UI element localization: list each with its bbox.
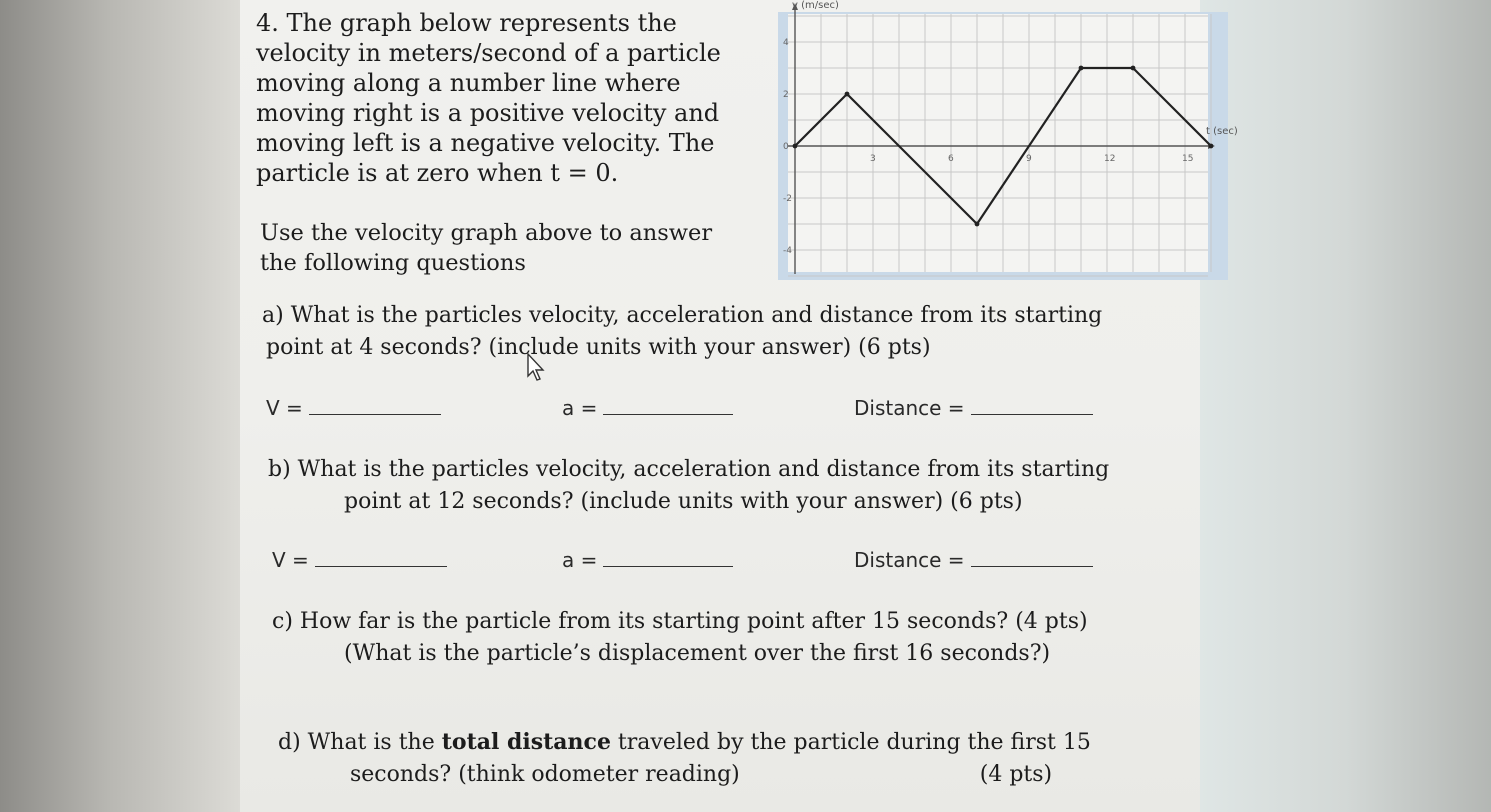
x-axis-label: t (sec) — [1206, 126, 1238, 137]
part-d-line-2 — [278, 759, 1091, 791]
part-b-acceleration-answer — [562, 548, 733, 572]
part-a-distance-answer — [854, 396, 1093, 420]
part-a-velocity-blank[interactable] — [309, 414, 441, 415]
y-tick-label: -4 — [783, 246, 792, 256]
part-a-distance-blank[interactable] — [971, 414, 1093, 415]
graph-plot-area — [788, 14, 1208, 272]
part-d-line-2-text: seconds? (think odometer reading) — [350, 762, 740, 787]
part-a-line-1: a) What is the particles velocity, acceleration and distance from its starting — [262, 303, 1103, 328]
question-line-6: particle is at zero when t = 0. — [256, 159, 619, 187]
velocity-point — [1079, 66, 1084, 71]
x-tick-label: 15 — [1182, 154, 1194, 164]
question-number: 4. — [256, 9, 279, 37]
y-tick-label: 4 — [783, 38, 789, 48]
question-line-2: velocity in meters/second of a particle — [256, 39, 721, 67]
part-b-distance-label: Distance = — [854, 548, 965, 572]
part-d-line-1-post: traveled by the particle during the first 15 — [610, 730, 1091, 755]
question-prompt — [256, 8, 721, 188]
part-b-velocity-answer — [272, 548, 447, 572]
part-b-distance-blank[interactable] — [971, 566, 1093, 567]
velocity-point — [793, 144, 798, 149]
velocity-point — [845, 92, 850, 97]
question-line-5: moving left is a negative velocity. The — [256, 129, 715, 157]
part-a-acceleration-answer — [562, 396, 733, 420]
part-a-acceleration-label: a = — [562, 396, 598, 420]
part-b-line-1: b) What is the particles velocity, acceleration and distance from its starting — [268, 457, 1110, 482]
part-d-question — [278, 726, 1091, 791]
part-a-distance-label: Distance = — [854, 396, 965, 420]
velocity-point — [1131, 66, 1136, 71]
x-tick-label: 12 — [1104, 154, 1116, 164]
mouse-cursor-icon — [526, 352, 548, 382]
part-a-acceleration-blank[interactable] — [603, 414, 733, 415]
part-b-velocity-label: V = — [272, 548, 309, 572]
instruction-line-2: the following questions — [260, 250, 526, 276]
part-c-line-1: c) How far is the particle from its starting point after 15 seconds? (4 pts) — [272, 609, 1088, 634]
part-d-bold-phrase: total distance — [441, 729, 611, 755]
question-line-3: moving along a number line where — [256, 69, 681, 97]
velocity-graph-svg — [760, 0, 1238, 282]
part-b-acceleration-blank[interactable] — [603, 566, 733, 567]
part-a-line-2: point at 4 seconds? (include units with your answer) (6 pts) — [266, 335, 931, 360]
x-tick-label: 3 — [870, 154, 876, 164]
instruction-line-1: Use the velocity graph above to answer — [260, 220, 713, 246]
part-c-question — [272, 606, 1088, 670]
instruction-text — [260, 218, 712, 278]
y-tick-label: 2 — [783, 90, 789, 100]
question-line-1 — [256, 8, 721, 38]
x-tick-label: 9 — [1026, 154, 1032, 164]
background-left-shadow — [0, 0, 240, 812]
part-a-velocity-answer — [266, 396, 441, 420]
velocity-graph — [760, 0, 1238, 282]
part-c-line-2: (What is the particle’s displacement over the first 16 seconds?) — [344, 641, 1051, 666]
question-line-1-text: The graph below represents the — [286, 9, 677, 37]
part-a-question — [262, 300, 1102, 364]
part-b-acceleration-label: a = — [562, 548, 598, 572]
part-b-question — [268, 454, 1109, 518]
velocity-point — [1209, 144, 1214, 149]
part-d-line-1-pre: d) What is the — [278, 730, 442, 755]
x-tick-label: 6 — [948, 154, 954, 164]
part-b-distance-answer — [854, 548, 1093, 572]
y-tick-label: -2 — [783, 194, 792, 204]
y-tick-label: 0 — [783, 142, 789, 152]
question-line-4: moving right is a positive velocity and — [256, 99, 720, 127]
y-axis-label: v (m/sec) — [792, 0, 839, 11]
part-b-velocity-blank[interactable] — [315, 566, 447, 567]
part-a-velocity-label: V = — [266, 396, 303, 420]
part-b-line-2: point at 12 seconds? (include units with your answer) (6 pts) — [344, 489, 1023, 514]
part-d-line-1 — [278, 726, 1091, 759]
velocity-point — [975, 222, 980, 227]
part-d-points: (4 pts) — [979, 762, 1053, 787]
background-right-strip — [1200, 0, 1491, 812]
